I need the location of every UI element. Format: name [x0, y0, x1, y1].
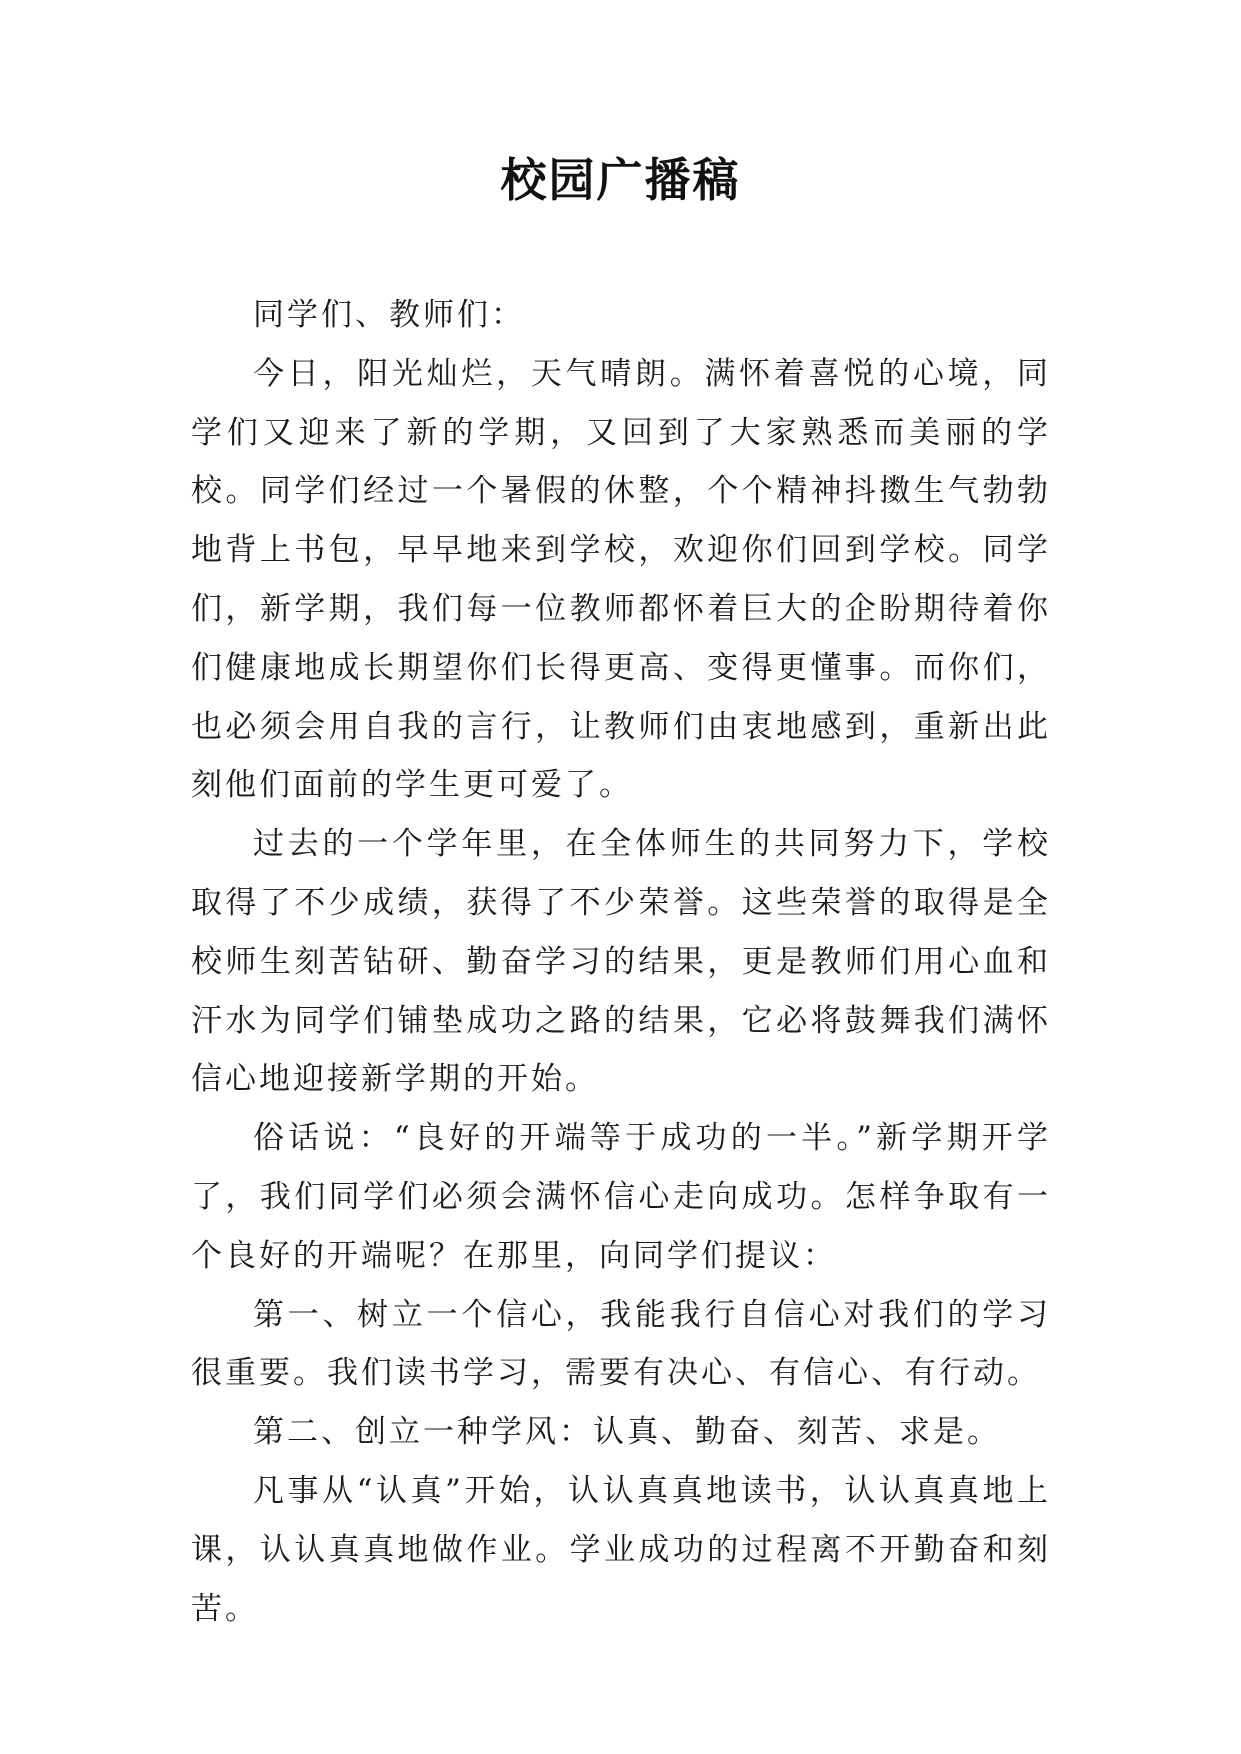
document-body [191, 286, 1051, 1638]
paragraph-5: 第二、创立一种学风：认真、勤奋、刻苦、求是。 [253, 1414, 1001, 1451]
page-title: 校园广播稿 [500, 153, 741, 207]
paragraph-6: 凡事从“认真”开始，认认真真地读书，认认真真地上课，认认真真地做作业。学业成功的过程离不开勤奋和刻苦。 [191, 1472, 1051, 1627]
paragraph-3: 俗话说：“良好的开端等于成功的一半。”新学期开学了，我们同学们必须会满怀信心走向成功。怎样争取有一个良好的开端呢？在那里，向同学们提议： [191, 1120, 1051, 1274]
paragraph-1: 今日，阳光灿烂，天气晴朗。满怀着喜悦的心境，同学们又迎来了新的学期，又回到了大家熟悉而美丽的学校。同学们经过一个暑假的休整，个个精神抖擞生气勃勃地背上书包，早早地来到学校，欢迎你们回到学校。同学们，新学期，我们每一位教师都怀着巨大的企盼期待着你们健康地成长期望你们长得更高、变得更懂事。而你们，也必须会用自我的言行，让教师们由衷地感到，重新出此刻他们面前的学生更可爱了。 [191, 355, 1051, 804]
paragraph-4: 第一、树立一个信心，我能我行自信心对我们的学习很重要。我们读书学习，需要有决心、有信心、有行动。 [191, 1296, 1051, 1392]
paragraph-2: 过去的一个学年里，在全体师生的共同努力下，学校取得了不少成绩，获得了不少荣誉。这些荣誉的取得是全校师生刻苦钻研、勤奋学习的结果，更是教师们用心血和汗水为同学们铺垫成功之路的结果，它必将鼓舞我们满怀信心地迎接新学期的开始。 [191, 826, 1051, 1098]
paragraph-greeting: 同学们、教师们： [253, 297, 525, 333]
